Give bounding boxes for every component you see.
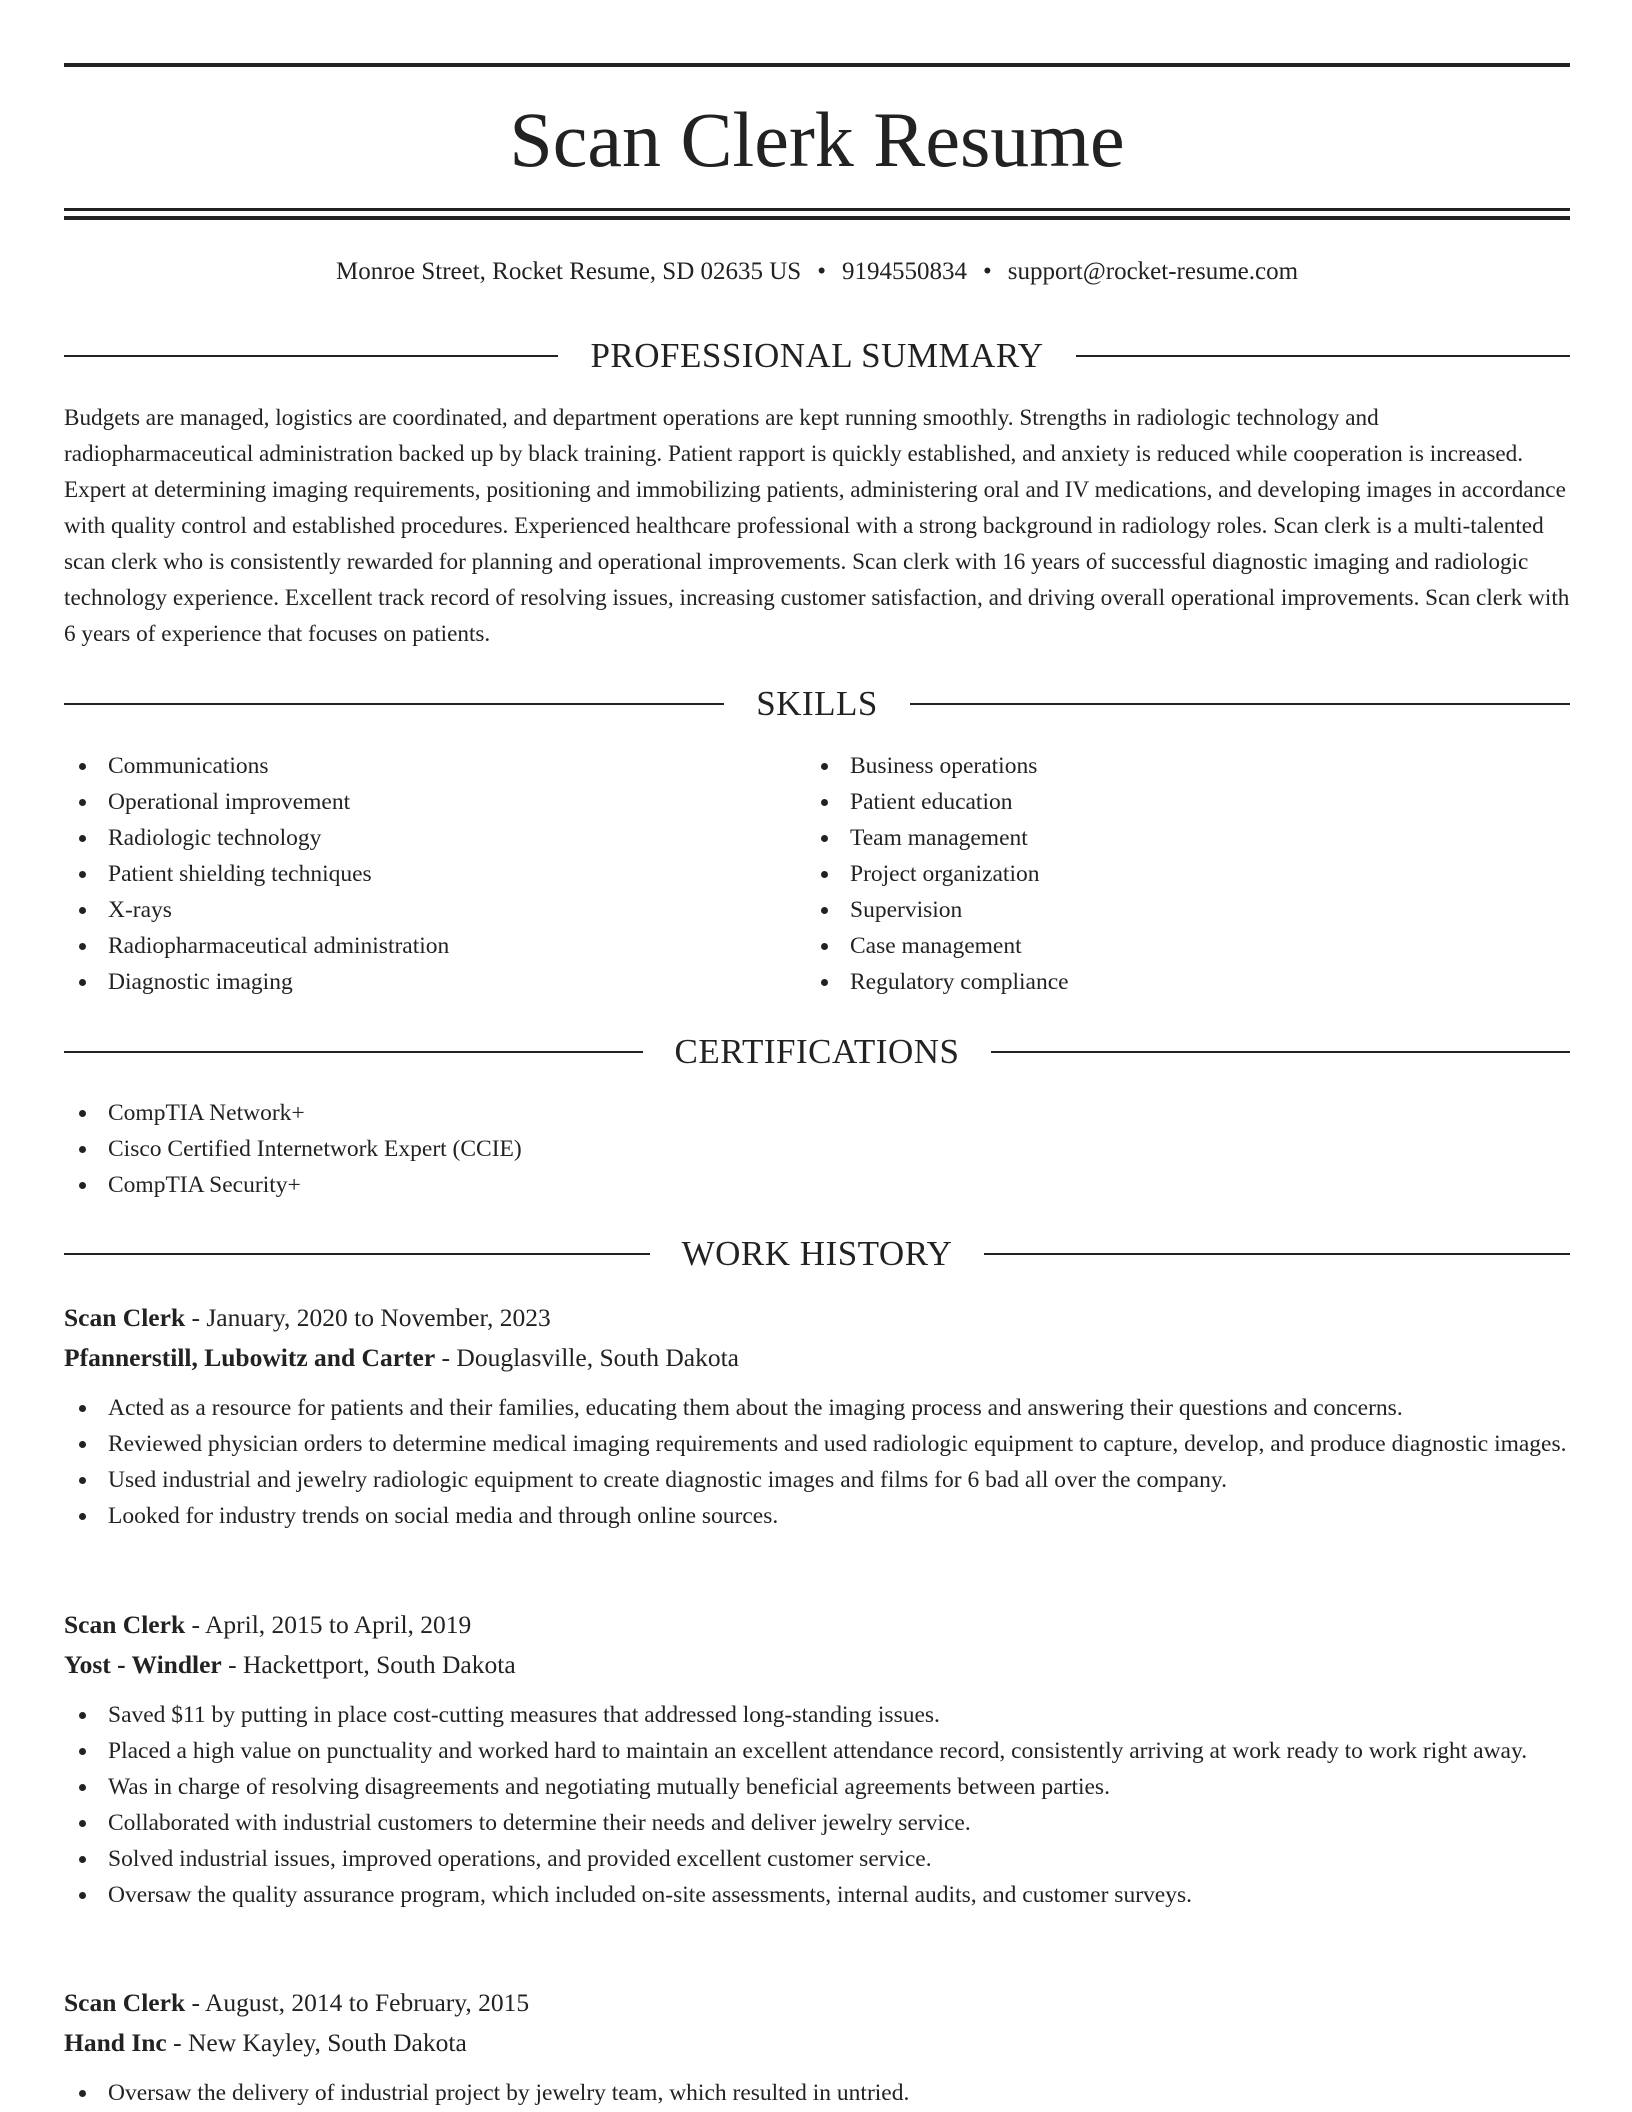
skill-item: Team management (806, 820, 1546, 856)
certifications-list (64, 1095, 1570, 1203)
section-title: CERTIFICATIONS (674, 1032, 960, 1071)
skills-list-left (64, 748, 804, 1000)
job-bullet: Placed a high value on punctuality and worked hard to maintain an excellent attendance record, consistently arriving at work ready to work right away. (64, 1733, 1570, 1769)
job-company: Pfannerstill, Lubowitz and Carter (64, 1343, 436, 1372)
job-title-line (64, 1605, 1570, 1645)
skills-list-right (806, 748, 1546, 1000)
contact-separator: • (817, 258, 826, 285)
certification-item: CompTIA Security+ (64, 1167, 1570, 1203)
job-bullet: Reviewed physician orders to determine medical imaging requirements and used radiologic equipment to capture, develop, and produce diagnostic images. (64, 1426, 1570, 1462)
header-bottom-rule (64, 208, 1570, 211)
contact-phone: 9194550834 (841, 258, 967, 285)
section-title: PROFESSIONAL SUMMARY (590, 336, 1044, 375)
job-location: - Hackettport, South Dakota (221, 1650, 516, 1679)
job-location: - Douglasville, South Dakota (435, 1343, 739, 1372)
skill-item: Patient shielding techniques (64, 856, 804, 892)
job-company-line (64, 2023, 1570, 2063)
contact-separator: • (982, 258, 992, 285)
job-bullets (64, 1390, 1570, 1534)
skill-item: Radiologic technology (64, 820, 804, 856)
heading-rule (991, 1051, 1570, 1053)
heading-rule (984, 1253, 1570, 1255)
certification-item: CompTIA Network+ (64, 1095, 1570, 1131)
contact-address: Monroe Street, Rocket Resume, SD 02635 US (335, 258, 802, 285)
heading-rule (64, 1051, 643, 1053)
summary-text: Budgets are managed, logistics are coordinated, and department operations are kept running smoothly. Strengths in radiologic technology and radiopharmaceutical administration backed up by black training. Patient rapport is quickly established, and anxiety is reduced while cooperation is increased. Expert at determining imaging requirements, positioning and immobilizing patients, administering oral and IV medications, and developing images in accordance with quality control and established procedures. Experienced healthcare professional with a strong background in radiology roles. Scan clerk is a multi-talented scan clerk who is consistently rewarded for planning and operational improvements. Scan clerk with 16 years of successful diagnostic imaging and radiologic technology experience. Excellent track record of resolving issues, increasing customer satisfaction, and driving overall operational improvements. Scan clerk with 6 years of experience that focuses on patients. (64, 405, 1570, 647)
skill-item: Radiopharmaceutical administration (64, 928, 804, 964)
skill-item: Patient education (806, 784, 1546, 820)
heading-rule (1076, 355, 1570, 357)
job-company-line (64, 1645, 1570, 1685)
header-bottom-rule-thick (64, 216, 1570, 220)
skill-item: Case management (806, 928, 1546, 964)
job-bullets (64, 2075, 1570, 2111)
job-bullet: Collaborated with industrial customers to determine their needs and deliver jewelry service. (64, 1805, 1570, 1841)
job-bullet: Oversaw the delivery of industrial project by jewelry team, which resulted in untried. (64, 2075, 1570, 2111)
heading-rule (910, 703, 1570, 705)
skill-item: Diagnostic imaging (64, 964, 804, 1000)
section-heading-skills (64, 684, 1570, 724)
skill-item: X-rays (64, 892, 804, 928)
skill-item: Regulatory compliance (806, 964, 1546, 1000)
job-bullet: Solved industrial issues, improved operations, and provided excellent customer service. (64, 1841, 1570, 1877)
job-title: Scan Clerk (64, 1988, 186, 2017)
job-entry (64, 1983, 1570, 2111)
section-title: WORK HISTORY (681, 1234, 953, 1273)
job-title-line (64, 1298, 1570, 1338)
job-company-line (64, 1338, 1570, 1378)
job-bullet: Looked for industry trends on social media and through online sources. (64, 1498, 1570, 1534)
job-bullet: Saved $11 by putting in place cost-cutting measures that addressed long-standing issues. (64, 1697, 1570, 1733)
job-bullet: Was in charge of resolving disagreements and negotiating mutually beneficial agreements between parties. (64, 1769, 1570, 1805)
job-title: Scan Clerk (64, 1610, 186, 1639)
job-company: Hand Inc (64, 2028, 167, 2057)
skill-item: Project organization (806, 856, 1546, 892)
job-bullet: Used industrial and jewelry radiologic equipment to create diagnostic images and films for 6 bad all over the company. (64, 1462, 1570, 1498)
job-dates: - April, 2015 to April, 2019 (185, 1610, 472, 1639)
heading-rule (64, 1253, 650, 1255)
job-dates: - August, 2014 to February, 2015 (185, 1988, 530, 2017)
skill-item: Supervision (806, 892, 1546, 928)
skill-item: Operational improvement (64, 784, 804, 820)
skill-item: Business operations (806, 748, 1546, 784)
job-company: Yost - Windler (64, 1650, 222, 1679)
skill-item: Communications (64, 748, 804, 784)
section-title: SKILLS (756, 684, 878, 723)
resume-title: Scan Clerk Resume (509, 96, 1125, 183)
job-entry (64, 1605, 1570, 1913)
job-bullet: Oversaw the quality assurance program, which included on-site assessments, internal audits, and customer surveys. (64, 1877, 1570, 1913)
job-entry (64, 1298, 1570, 1534)
job-bullet: Acted as a resource for patients and their families, educating them about the imaging process and answering their questions and concerns. (64, 1390, 1570, 1426)
certification-item: Cisco Certified Internetwork Expert (CCIE) (64, 1131, 1570, 1167)
job-bullets (64, 1697, 1570, 1913)
job-dates: - January, 2020 to November, 2023 (185, 1303, 551, 1332)
section-heading-certifications (64, 1032, 1570, 1072)
job-location: - New Kayley, South Dakota (166, 2028, 467, 2057)
contact-email: support@rocket-resume.com (1007, 258, 1299, 285)
heading-rule (64, 355, 558, 357)
heading-rule (64, 703, 724, 705)
contact-line (64, 256, 1570, 288)
section-heading-work-history (64, 1234, 1570, 1274)
section-heading-summary (64, 336, 1570, 376)
job-title: Scan Clerk (64, 1303, 186, 1332)
job-title-line (64, 1983, 1570, 2023)
header-top-rule (64, 63, 1570, 67)
